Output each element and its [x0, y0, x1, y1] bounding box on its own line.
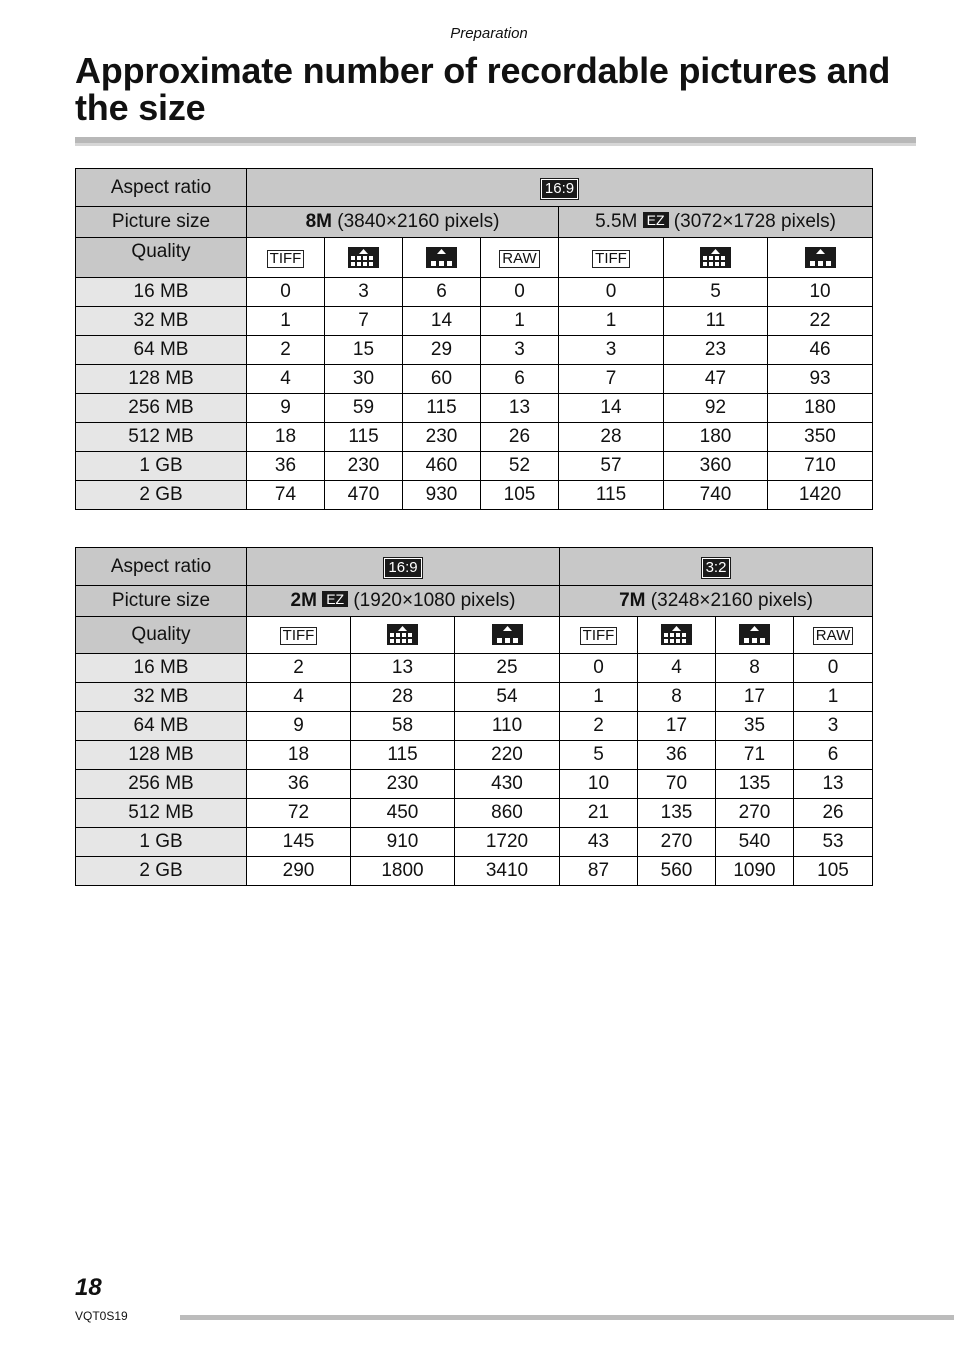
picture-count-cell: 4: [247, 683, 351, 712]
picture-size-2m: [247, 586, 560, 617]
picture-count-cell: 1: [481, 307, 559, 336]
table-row: [76, 741, 873, 770]
picture-count-cell: 560: [638, 857, 716, 886]
picture-count-cell: 0: [559, 278, 664, 307]
picture-count-cell: 270: [716, 799, 794, 828]
memory-size-cell: 64 MB: [76, 712, 247, 741]
picture-count-cell: 60: [403, 365, 481, 394]
picture-count-cell: 2: [247, 336, 325, 365]
size-mp: 5.5M: [595, 211, 638, 232]
picture-count-cell: 1090: [716, 857, 794, 886]
quality-cell: [768, 238, 873, 278]
page-number: 18: [75, 1274, 102, 1301]
picture-count-cell: 59: [325, 394, 403, 423]
quality-tiff-label: TIFF: [267, 250, 305, 268]
quality-cell: [247, 238, 325, 278]
standard-icon: [492, 624, 523, 645]
table-row: [76, 654, 873, 683]
quality-cell: [455, 617, 560, 654]
picture-count-cell: 3410: [455, 857, 560, 886]
picture-count-cell: 230: [325, 452, 403, 481]
picture-count-cell: 26: [794, 799, 873, 828]
memory-size-cell: 256 MB: [76, 770, 247, 799]
picture-size-8m: [247, 207, 559, 238]
picture-count-cell: 14: [403, 307, 481, 336]
quality-cell: [560, 617, 638, 654]
quality-cell: [716, 617, 794, 654]
picture-count-cell: 115: [325, 423, 403, 452]
picture-count-cell: 2: [560, 712, 638, 741]
memory-size-cell: 128 MB: [76, 365, 247, 394]
picture-size-label: Picture size: [76, 207, 247, 238]
picture-count-cell: 13: [351, 654, 455, 683]
picture-count-cell: 52: [481, 452, 559, 481]
table-row: [76, 394, 873, 423]
picture-count-cell: 13: [481, 394, 559, 423]
picture-count-cell: 30: [325, 365, 403, 394]
memory-size-cell: 2 GB: [76, 857, 247, 886]
picture-count-cell: 540: [716, 828, 794, 857]
table-row: [76, 799, 873, 828]
picture-count-cell: 1: [247, 307, 325, 336]
picture-count-cell: 10: [768, 278, 873, 307]
picture-count-cell: 430: [455, 770, 560, 799]
picture-count-cell: 7: [325, 307, 403, 336]
picture-size-label: Picture size: [76, 586, 247, 617]
picture-count-cell: 1: [560, 683, 638, 712]
picture-count-cell: 46: [768, 336, 873, 365]
picture-count-cell: 115: [351, 741, 455, 770]
size-mp: 8M: [305, 211, 332, 232]
picture-count-cell: 0: [794, 654, 873, 683]
picture-count-cell: 92: [664, 394, 768, 423]
memory-size-cell: 16 MB: [76, 654, 247, 683]
page-title: Approximate number of recordable pictures and the size: [75, 50, 891, 128]
quality-cell: [247, 617, 351, 654]
memory-size-cell: 32 MB: [76, 307, 247, 336]
picture-count-cell: 10: [560, 770, 638, 799]
memory-size-cell: 32 MB: [76, 683, 247, 712]
picture-count-cell: 0: [247, 278, 325, 307]
size-px: (3840×2160 pixels): [331, 211, 500, 232]
table-row: [76, 712, 873, 741]
quality-tiff-label: TIFF: [592, 250, 630, 268]
picture-count-cell: 8: [716, 654, 794, 683]
quality-label: Quality: [76, 238, 247, 278]
picture-count-cell: 74: [247, 481, 325, 510]
picture-count-cell: 3: [325, 278, 403, 307]
picture-count-cell: 58: [351, 712, 455, 741]
picture-count-cell: 145: [247, 828, 351, 857]
section-label: Preparation: [450, 25, 528, 42]
picture-count-cell: 4: [638, 654, 716, 683]
picture-count-cell: 350: [768, 423, 873, 452]
picture-count-cell: 93: [768, 365, 873, 394]
picture-count-cell: 360: [664, 452, 768, 481]
fine-icon: [387, 624, 418, 645]
picture-count-cell: 8: [638, 683, 716, 712]
ez-icon: EZ: [322, 591, 348, 607]
picture-count-cell: 105: [794, 857, 873, 886]
table-row: [76, 423, 873, 452]
table-16-9-2m-3-2-7m: [75, 547, 873, 886]
quality-cell: [794, 617, 873, 654]
picture-count-cell: 1420: [768, 481, 873, 510]
picture-count-cell: 6: [481, 365, 559, 394]
table-16-9-8m-5-5m: [75, 168, 873, 510]
picture-count-cell: 11: [664, 307, 768, 336]
quality-cell: [664, 238, 768, 278]
picture-count-cell: 36: [247, 770, 351, 799]
picture-count-cell: 0: [560, 654, 638, 683]
memory-size-cell: 1 GB: [76, 828, 247, 857]
quality-tiff-label: TIFF: [280, 627, 318, 645]
picture-count-cell: 910: [351, 828, 455, 857]
aspect-ratio-cell: [247, 548, 560, 586]
picture-count-cell: 18: [247, 423, 325, 452]
picture-count-cell: 470: [325, 481, 403, 510]
aspect-ratio-cell: [247, 169, 873, 207]
standard-icon: [805, 247, 836, 268]
picture-count-cell: 22: [768, 307, 873, 336]
table-row: [76, 278, 873, 307]
picture-count-cell: 450: [351, 799, 455, 828]
quality-cell: [351, 617, 455, 654]
aspect-ratio-cell: [560, 548, 873, 586]
picture-count-cell: 36: [638, 741, 716, 770]
table-row: [76, 481, 873, 510]
picture-count-cell: 43: [560, 828, 638, 857]
picture-count-cell: 72: [247, 799, 351, 828]
picture-count-cell: 13: [794, 770, 873, 799]
picture-count-cell: 4: [247, 365, 325, 394]
picture-count-cell: 115: [559, 481, 664, 510]
quality-raw-label: RAW: [813, 627, 853, 645]
fine-icon: [661, 624, 692, 645]
picture-count-cell: 28: [351, 683, 455, 712]
table-row: [76, 365, 873, 394]
quality-tiff-label: TIFF: [580, 627, 618, 645]
picture-count-cell: 710: [768, 452, 873, 481]
table-row: [76, 452, 873, 481]
picture-count-cell: 57: [559, 452, 664, 481]
picture-count-cell: 5: [664, 278, 768, 307]
table-row: [76, 336, 873, 365]
picture-count-cell: 6: [403, 278, 481, 307]
picture-count-cell: 70: [638, 770, 716, 799]
picture-size-5-5m: [559, 207, 873, 238]
memory-size-cell: 512 MB: [76, 423, 247, 452]
table-row: [76, 828, 873, 857]
title-rule: [75, 137, 916, 146]
quality-cell: [638, 617, 716, 654]
memory-size-cell: 512 MB: [76, 799, 247, 828]
picture-count-cell: 1800: [351, 857, 455, 886]
picture-count-cell: 5: [560, 741, 638, 770]
memory-size-cell: 128 MB: [76, 741, 247, 770]
picture-count-cell: 26: [481, 423, 559, 452]
quality-cell: [403, 238, 481, 278]
standard-icon: [739, 624, 770, 645]
picture-count-cell: 230: [403, 423, 481, 452]
picture-count-cell: 29: [403, 336, 481, 365]
standard-icon: [426, 247, 457, 268]
aspect-ratio-label: Aspect ratio: [76, 548, 247, 586]
size-mp: 7M: [619, 590, 646, 611]
picture-count-cell: 53: [794, 828, 873, 857]
picture-count-cell: 7: [559, 365, 664, 394]
table-row: [76, 307, 873, 336]
picture-count-cell: 220: [455, 741, 560, 770]
picture-count-cell: 18: [247, 741, 351, 770]
memory-size-cell: 2 GB: [76, 481, 247, 510]
picture-count-cell: 3: [559, 336, 664, 365]
memory-size-cell: 256 MB: [76, 394, 247, 423]
picture-count-cell: 230: [351, 770, 455, 799]
picture-count-cell: 860: [455, 799, 560, 828]
picture-count-cell: 1720: [455, 828, 560, 857]
footer-rule: [180, 1315, 954, 1320]
picture-count-cell: 17: [716, 683, 794, 712]
memory-size-cell: 1 GB: [76, 452, 247, 481]
picture-count-cell: 105: [481, 481, 559, 510]
picture-count-cell: 47: [664, 365, 768, 394]
picture-count-cell: 2: [247, 654, 351, 683]
document-code: VQT0S19: [75, 1309, 128, 1323]
picture-count-cell: 1: [794, 683, 873, 712]
picture-count-cell: 1: [559, 307, 664, 336]
picture-count-cell: 740: [664, 481, 768, 510]
aspect-3-2-icon: 3:2: [702, 558, 731, 578]
picture-count-cell: 28: [559, 423, 664, 452]
picture-count-cell: 9: [247, 394, 325, 423]
ez-icon: EZ: [643, 212, 669, 228]
picture-count-cell: 0: [481, 278, 559, 307]
picture-count-cell: 930: [403, 481, 481, 510]
fine-icon: [348, 247, 379, 268]
memory-size-cell: 64 MB: [76, 336, 247, 365]
picture-count-cell: 3: [481, 336, 559, 365]
table-row: [76, 857, 873, 886]
size-px: (3248×2160 pixels): [645, 590, 813, 611]
picture-count-cell: 135: [716, 770, 794, 799]
size-px: (3072×1728 pixels): [668, 211, 836, 232]
aspect-16-9-icon: 16:9: [384, 558, 421, 578]
picture-count-cell: 87: [560, 857, 638, 886]
picture-count-cell: 135: [638, 799, 716, 828]
quality-raw-label: RAW: [499, 250, 539, 268]
size-mp: 2M: [290, 590, 317, 611]
picture-count-cell: 6: [794, 741, 873, 770]
picture-count-cell: 36: [247, 452, 325, 481]
picture-count-cell: 54: [455, 683, 560, 712]
quality-cell: [325, 238, 403, 278]
aspect-ratio-label: Aspect ratio: [76, 169, 247, 207]
fine-icon: [700, 247, 731, 268]
table-row: [76, 683, 873, 712]
picture-count-cell: 180: [768, 394, 873, 423]
memory-size-cell: 16 MB: [76, 278, 247, 307]
picture-count-cell: 110: [455, 712, 560, 741]
picture-count-cell: 71: [716, 741, 794, 770]
size-px: (1920×1080 pixels): [348, 590, 516, 611]
quality-cell: [481, 238, 559, 278]
table-row: [76, 770, 873, 799]
picture-count-cell: 21: [560, 799, 638, 828]
aspect-16-9-icon: 16:9: [541, 179, 578, 199]
picture-count-cell: 17: [638, 712, 716, 741]
picture-count-cell: 35: [716, 712, 794, 741]
quality-label: Quality: [76, 617, 247, 654]
picture-count-cell: 115: [403, 394, 481, 423]
picture-size-7m: [560, 586, 873, 617]
quality-cell: [559, 238, 664, 278]
picture-count-cell: 15: [325, 336, 403, 365]
picture-count-cell: 270: [638, 828, 716, 857]
picture-count-cell: 23: [664, 336, 768, 365]
picture-count-cell: 460: [403, 452, 481, 481]
picture-count-cell: 25: [455, 654, 560, 683]
picture-count-cell: 9: [247, 712, 351, 741]
picture-count-cell: 3: [794, 712, 873, 741]
picture-count-cell: 14: [559, 394, 664, 423]
picture-count-cell: 180: [664, 423, 768, 452]
picture-count-cell: 290: [247, 857, 351, 886]
